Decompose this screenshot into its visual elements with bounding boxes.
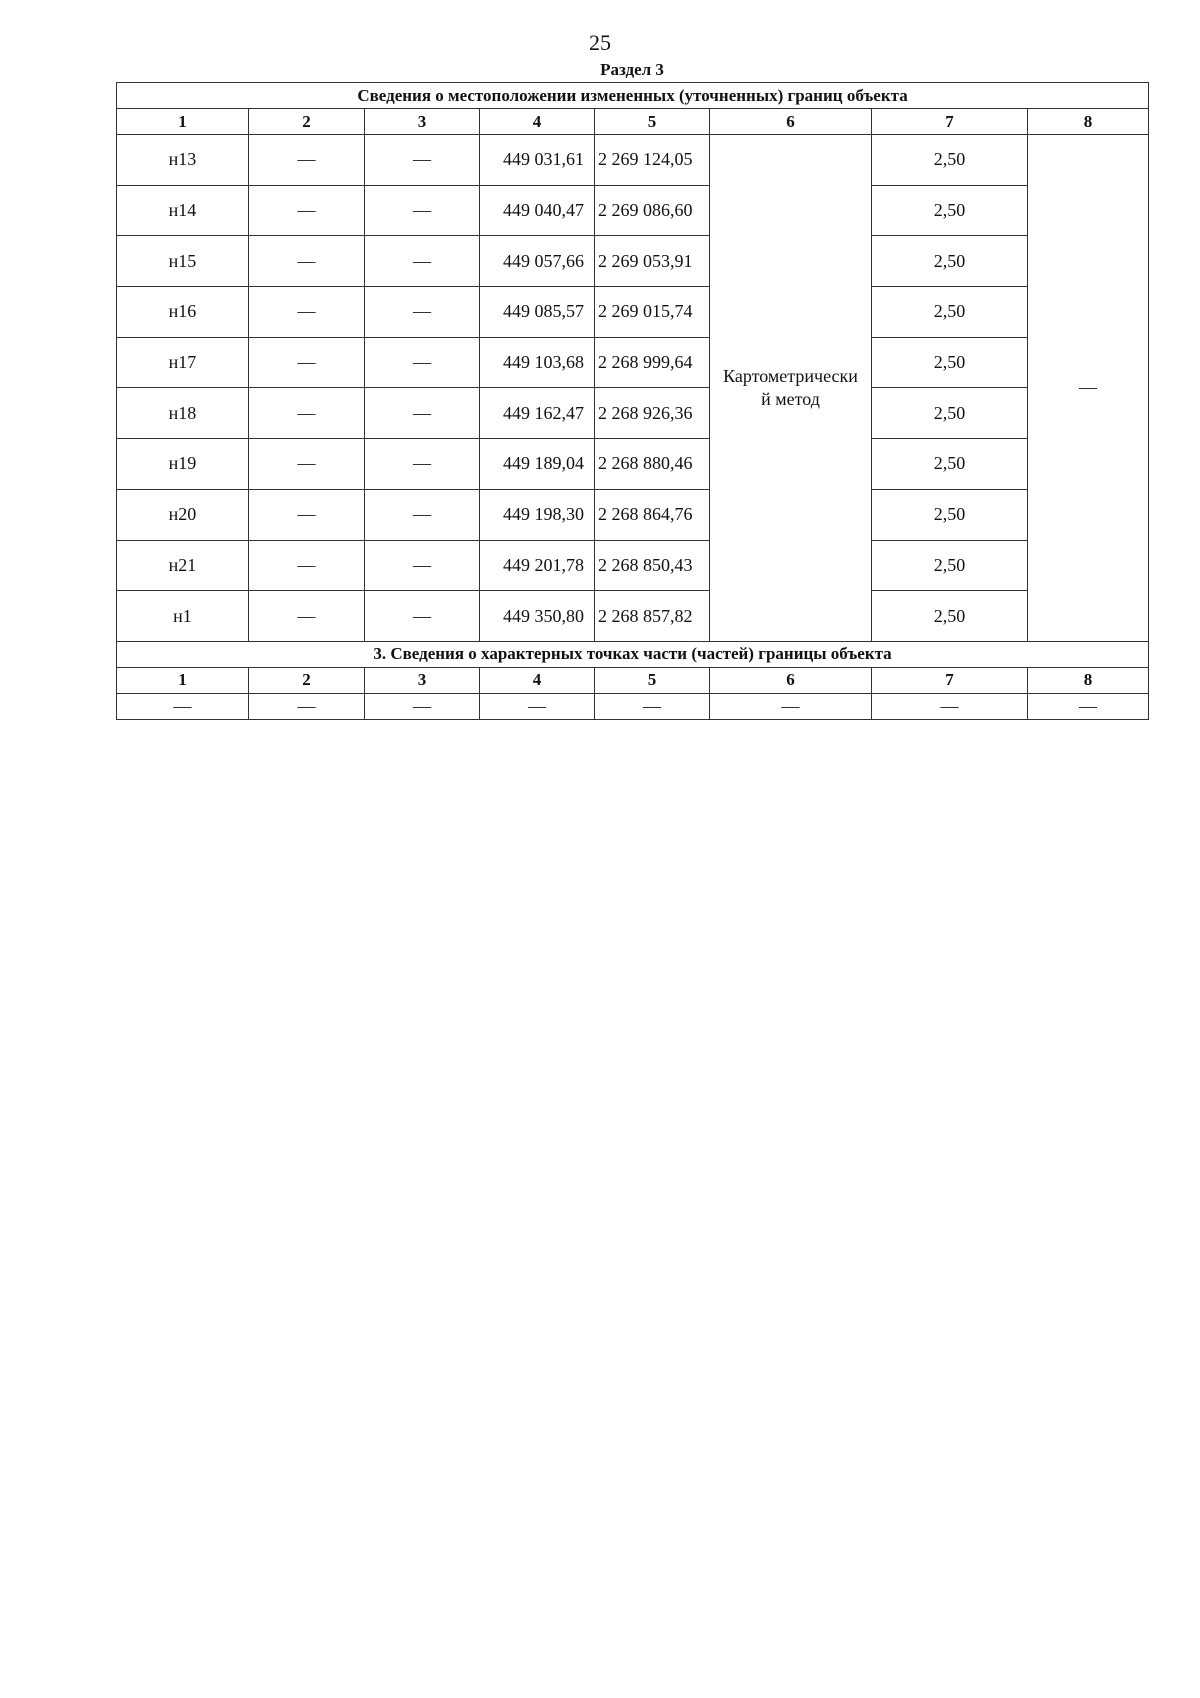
column-8-cell: — <box>1028 135 1149 642</box>
table2-column-header-row <box>117 667 1149 693</box>
accuracy-cell: 2,50 <box>872 287 1028 338</box>
cell: — <box>249 439 365 490</box>
y-coordinate-cell: 2 269 053,91 <box>595 236 710 287</box>
accuracy-cell: 2,50 <box>872 185 1028 236</box>
table-row <box>117 693 1149 719</box>
column-header: 3 <box>365 667 480 693</box>
accuracy-cell: 2,50 <box>872 591 1028 642</box>
point-id-cell: н21 <box>117 540 249 591</box>
cell: — <box>365 337 480 388</box>
method-cell <box>710 135 872 642</box>
table-row <box>117 287 1149 338</box>
point-id-cell: н17 <box>117 337 249 388</box>
accuracy-cell: 2,50 <box>872 337 1028 388</box>
column-header: 6 <box>710 109 872 135</box>
column-header: 1 <box>117 667 249 693</box>
table-row <box>117 489 1149 540</box>
y-coordinate-cell: 2 269 086,60 <box>595 185 710 236</box>
x-coordinate-cell: 449 350,80 <box>480 591 595 642</box>
cell: — <box>249 287 365 338</box>
cell: — <box>1028 693 1149 719</box>
cell: — <box>117 693 249 719</box>
cell: — <box>249 388 365 439</box>
point-id-cell: н15 <box>117 236 249 287</box>
cell: — <box>249 135 365 186</box>
table1-column-header-row <box>117 109 1149 135</box>
accuracy-cell: 2,50 <box>872 236 1028 287</box>
accuracy-cell: 2,50 <box>872 439 1028 490</box>
table-row <box>117 185 1149 236</box>
x-coordinate-cell: 449 162,47 <box>480 388 595 439</box>
table-row <box>117 540 1149 591</box>
column-header: 2 <box>249 667 365 693</box>
cell: — <box>249 540 365 591</box>
column-header: 8 <box>1028 109 1149 135</box>
y-coordinate-cell: 2 268 864,76 <box>595 489 710 540</box>
table1-title-row <box>117 83 1149 109</box>
y-coordinate-cell: 2 268 880,46 <box>595 439 710 490</box>
accuracy-cell: 2,50 <box>872 135 1028 186</box>
column-header: 2 <box>249 109 365 135</box>
y-coordinate-cell: 2 269 124,05 <box>595 135 710 186</box>
column-header: 3 <box>365 109 480 135</box>
cell: — <box>365 591 480 642</box>
cell: — <box>249 337 365 388</box>
x-coordinate-cell: 449 085,57 <box>480 287 595 338</box>
x-coordinate-cell: 449 057,66 <box>480 236 595 287</box>
cell: — <box>365 388 480 439</box>
point-id-cell: н16 <box>117 287 249 338</box>
y-coordinate-cell: 2 268 857,82 <box>595 591 710 642</box>
y-coordinate-cell: 2 269 015,74 <box>595 287 710 338</box>
column-header: 5 <box>595 109 710 135</box>
section-title: Раздел 3 <box>600 60 664 79</box>
method-line-2: й метод <box>761 388 820 409</box>
cell: — <box>872 693 1028 719</box>
cell: — <box>249 185 365 236</box>
table-row <box>117 388 1149 439</box>
point-id-cell: н18 <box>117 388 249 439</box>
cell: — <box>365 489 480 540</box>
cell: — <box>480 693 595 719</box>
x-coordinate-cell: 449 103,68 <box>480 337 595 388</box>
cell: — <box>249 591 365 642</box>
cell: — <box>249 489 365 540</box>
table-row <box>117 439 1149 490</box>
page-number: 25 <box>589 30 611 55</box>
table-row <box>117 591 1149 642</box>
accuracy-cell: 2,50 <box>872 489 1028 540</box>
accuracy-cell: 2,50 <box>872 540 1028 591</box>
table2-title: 3. Сведения о характерных точках части (частей) границы объекта <box>117 641 1149 667</box>
column-header: 6 <box>710 667 872 693</box>
cell: — <box>365 439 480 490</box>
table1-title: Сведения о местоположении измененных (уточненных) границ объекта <box>117 83 1149 109</box>
cell: — <box>365 540 480 591</box>
x-coordinate-cell: 449 031,61 <box>480 135 595 186</box>
column-header: 7 <box>872 109 1028 135</box>
column-header: 1 <box>117 109 249 135</box>
column-header: 4 <box>480 109 595 135</box>
column-header: 8 <box>1028 667 1149 693</box>
column-header: 7 <box>872 667 1028 693</box>
table-row <box>117 135 1149 186</box>
point-id-cell: н19 <box>117 439 249 490</box>
table-row <box>117 337 1149 388</box>
column-header: 4 <box>480 667 595 693</box>
cell: — <box>249 693 365 719</box>
method-line-1: Картометрически <box>723 365 858 386</box>
x-coordinate-cell: 449 189,04 <box>480 439 595 490</box>
y-coordinate-cell: 2 268 850,43 <box>595 540 710 591</box>
cell: — <box>365 287 480 338</box>
table2-title-row <box>117 641 1149 667</box>
coordinates-table <box>116 82 1149 720</box>
x-coordinate-cell: 449 040,47 <box>480 185 595 236</box>
point-id-cell: н20 <box>117 489 249 540</box>
x-coordinate-cell: 449 201,78 <box>480 540 595 591</box>
cell: — <box>365 135 480 186</box>
y-coordinate-cell: 2 268 926,36 <box>595 388 710 439</box>
accuracy-cell: 2,50 <box>872 388 1028 439</box>
cell: — <box>365 185 480 236</box>
cell: — <box>249 236 365 287</box>
cell: — <box>365 236 480 287</box>
cell: — <box>710 693 872 719</box>
point-id-cell: н1 <box>117 591 249 642</box>
x-coordinate-cell: 449 198,30 <box>480 489 595 540</box>
column-header: 5 <box>595 667 710 693</box>
point-id-cell: н13 <box>117 135 249 186</box>
cell: — <box>595 693 710 719</box>
table-row <box>117 236 1149 287</box>
cell: — <box>365 693 480 719</box>
y-coordinate-cell: 2 268 999,64 <box>595 337 710 388</box>
point-id-cell: н14 <box>117 185 249 236</box>
